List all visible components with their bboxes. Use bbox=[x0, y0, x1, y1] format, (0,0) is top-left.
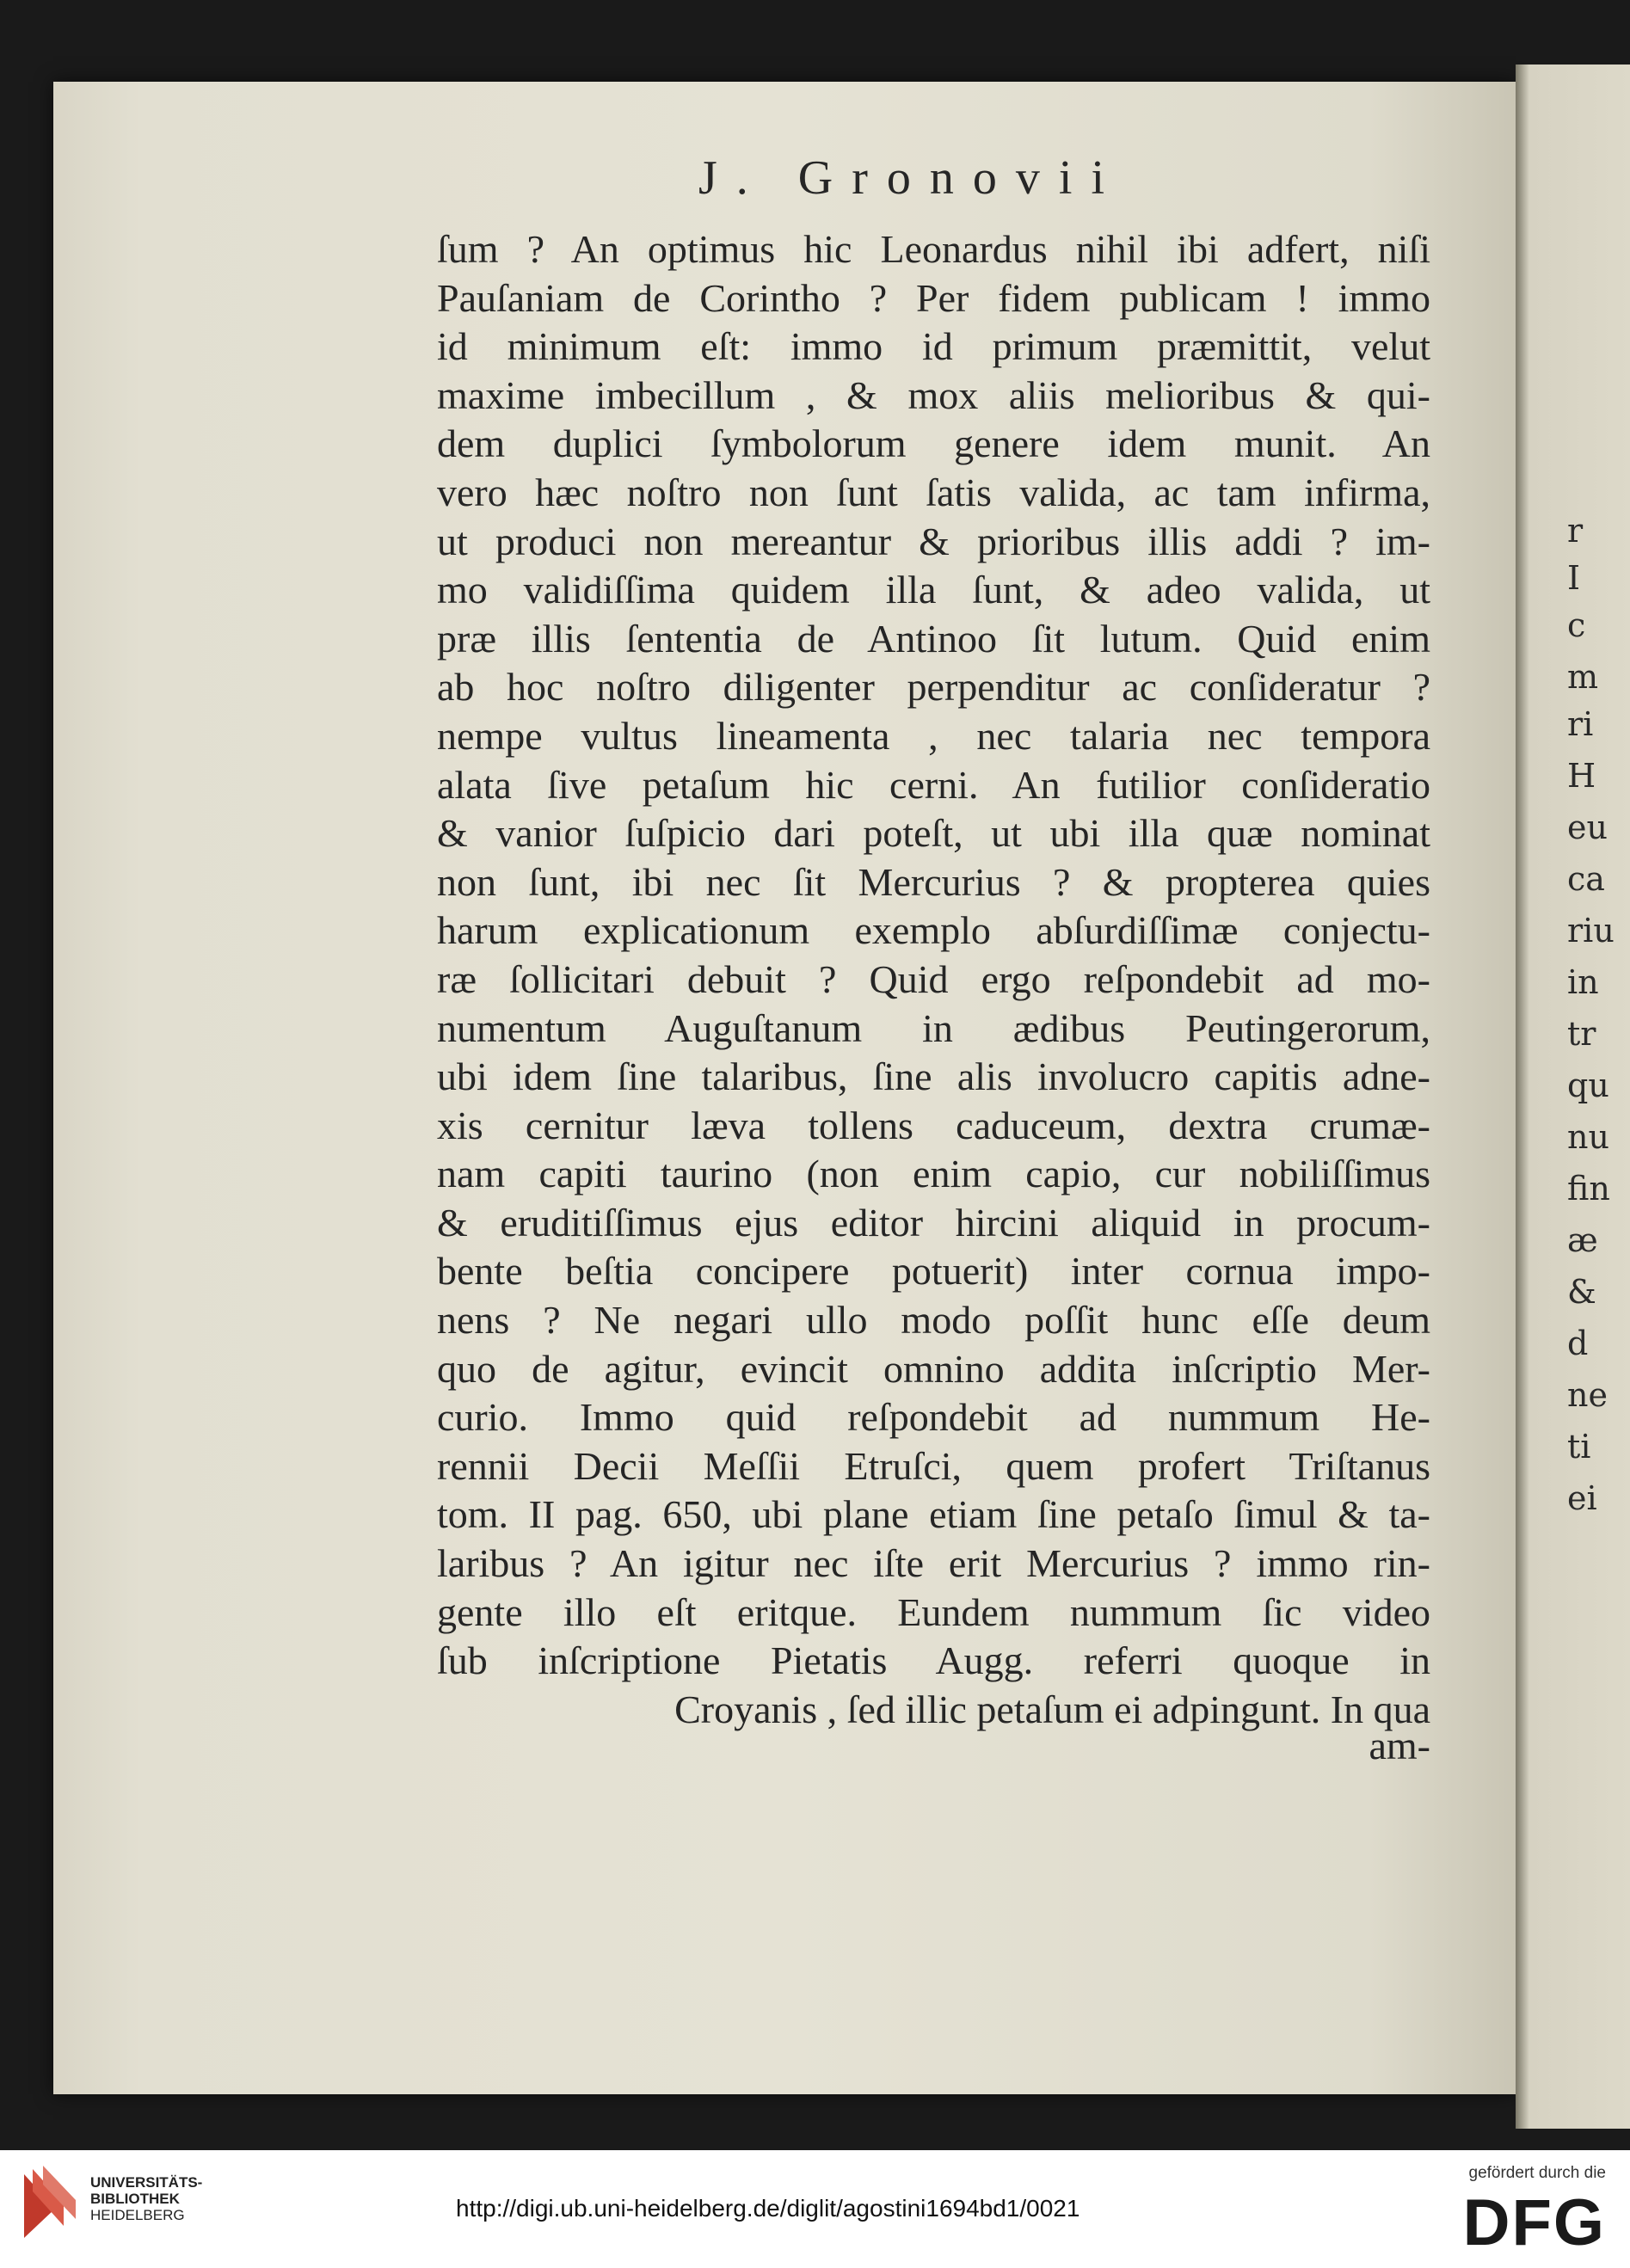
next-page-fragment: H bbox=[1567, 757, 1596, 795]
next-page-fragment: in bbox=[1567, 963, 1599, 1001]
next-page-fragment: tr bbox=[1567, 1015, 1596, 1053]
footer-bar bbox=[0, 2150, 1630, 2268]
text-line: non ſunt, ibi nec ſit Mercurius ? & propterea quies bbox=[437, 859, 1430, 904]
next-page-fragment: ne bbox=[1567, 1376, 1608, 1414]
text-line: Pauſaniam de Corintho ? Per fidem publicam ! immo bbox=[437, 275, 1430, 320]
body-text bbox=[437, 225, 1430, 1734]
next-page-fragment: d bbox=[1567, 1325, 1589, 1362]
next-page-fragment: ei bbox=[1567, 1479, 1597, 1517]
text-line: bente beſtia concipere potuerit) inter cornua impo- bbox=[437, 1249, 1430, 1294]
text-line: gente illo eſt eritque. Eundem nummum ſic video bbox=[437, 1589, 1430, 1634]
text-line: dem duplici ſymbolorum genere idem munit. An bbox=[437, 421, 1430, 466]
text-line: id minimum eſt: immo id primum præmittit, velut bbox=[437, 324, 1430, 369]
permalink-url[interactable]: http://digi.ub.uni-heidelberg.de/diglit/agostini1694bd1/0021 bbox=[456, 2195, 1080, 2222]
text-line: ſub inſcriptione Pietatis Augg. referri quoque in bbox=[437, 1638, 1430, 1683]
next-page-fragment: fin bbox=[1567, 1170, 1610, 1208]
text-line: tom. II pag. 650, ubi plane etiam ſine petaſo ſimul & ta- bbox=[437, 1492, 1430, 1537]
text-line: ræ ſollicitari debuit ? Quid ergo reſpondebit ad mo- bbox=[437, 956, 1430, 1001]
text-line: curio. Immo quid reſpondebit ad nummum He- bbox=[437, 1395, 1430, 1440]
dfg-logo: DFG bbox=[1462, 2186, 1606, 2259]
text-line: laribus ? An igitur nec iſte erit Mercurius ? immo rin- bbox=[437, 1541, 1430, 1586]
next-page-fragment: eu bbox=[1567, 808, 1608, 846]
library-name bbox=[90, 2174, 202, 2223]
text-line: mo validiſſima quidem illa ſunt, & adeo valida, ut bbox=[437, 568, 1430, 612]
text-line: quo de agitur, evincit omnino addita inſcriptio Mer- bbox=[437, 1346, 1430, 1391]
text-line: Croyanis , ſed illic petaſum ei adpingunt. In qua bbox=[674, 1687, 1430, 1731]
running-head: J. Gronovii bbox=[698, 151, 1123, 205]
next-page-fragment: c bbox=[1567, 606, 1586, 644]
next-page-fragment: m bbox=[1567, 658, 1599, 696]
text-line: ubi idem ſine talaribus, ſine alis involucro capitis adne- bbox=[437, 1054, 1430, 1099]
text-line: alata ſive petaſum hic cerni. An futilior conſideratio bbox=[437, 762, 1430, 807]
library-name-line3: HEIDELBERG bbox=[90, 2207, 185, 2223]
next-page-fragment: qu bbox=[1567, 1066, 1609, 1104]
next-page-fragment: r bbox=[1567, 512, 1584, 550]
text-line: ſum ? An optimus hic Leonardus nihil ibi adfert, niſi bbox=[437, 227, 1430, 271]
text-line: nens ? Ne negari ullo modo poſſit hunc eſſe deum bbox=[437, 1298, 1430, 1343]
funded-by-label: gefördert durch die bbox=[1468, 2164, 1606, 2182]
next-page-fragment: ri bbox=[1567, 705, 1594, 743]
text-line: præ illis ſententia de Antinoo ſit lutum. Quid enim bbox=[437, 616, 1430, 661]
text-line: & vanior ſuſpicio dari poteſt, ut ubi illa quæ nominat bbox=[437, 811, 1430, 856]
next-page-fragment: ca bbox=[1567, 860, 1605, 898]
library-name-line1: UNIVERSITÄTS- bbox=[90, 2174, 203, 2191]
text-line: harum explicationum exemplo abſurdiſſimæ conjectu- bbox=[437, 908, 1430, 953]
next-page-fragment: & bbox=[1567, 1273, 1596, 1311]
next-page-fragment: I bbox=[1567, 559, 1581, 597]
text-line: maxime imbecillum , & mox aliis melioribus & qui- bbox=[437, 372, 1430, 417]
text-line: nempe vultus lineamenta , nec talaria nec tempora bbox=[437, 713, 1430, 758]
text-line: numentum Auguſtanum in ædibus Peutingerorum, bbox=[437, 1005, 1430, 1050]
catchword: am- bbox=[1369, 1724, 1430, 1767]
text-line: nam capiti taurino (non enim capio, cur nobiliſſimus bbox=[437, 1152, 1430, 1196]
library-name-line2: BIBLIOTHEK bbox=[90, 2191, 180, 2207]
text-line: & eruditiſſimus ejus editor hircini aliquid in procum- bbox=[437, 1200, 1430, 1245]
next-page-fragment: ti bbox=[1567, 1428, 1591, 1466]
next-page-fragment: riu bbox=[1567, 912, 1615, 950]
text-line: ab hoc noſtro diligenter perpenditur ac conſideratur ? bbox=[437, 665, 1430, 710]
text-line: rennii Decii Meſſii Etruſci, quem profert Triſtanus bbox=[437, 1443, 1430, 1488]
text-line: ut produci non mereantur & prioribus illis addi ? im- bbox=[437, 519, 1430, 563]
text-line: xis cernitur læva tollens caduceum, dextra crumæ- bbox=[437, 1103, 1430, 1147]
next-page-fragment: nu bbox=[1567, 1118, 1609, 1156]
next-page-edge bbox=[1516, 65, 1630, 2129]
text-line: vero hæc noſtro non ſunt ſatis valida, ac tam infirma, bbox=[437, 470, 1430, 514]
next-page-fragment: æ bbox=[1567, 1221, 1598, 1259]
university-library-logo-icon bbox=[21, 2166, 83, 2243]
